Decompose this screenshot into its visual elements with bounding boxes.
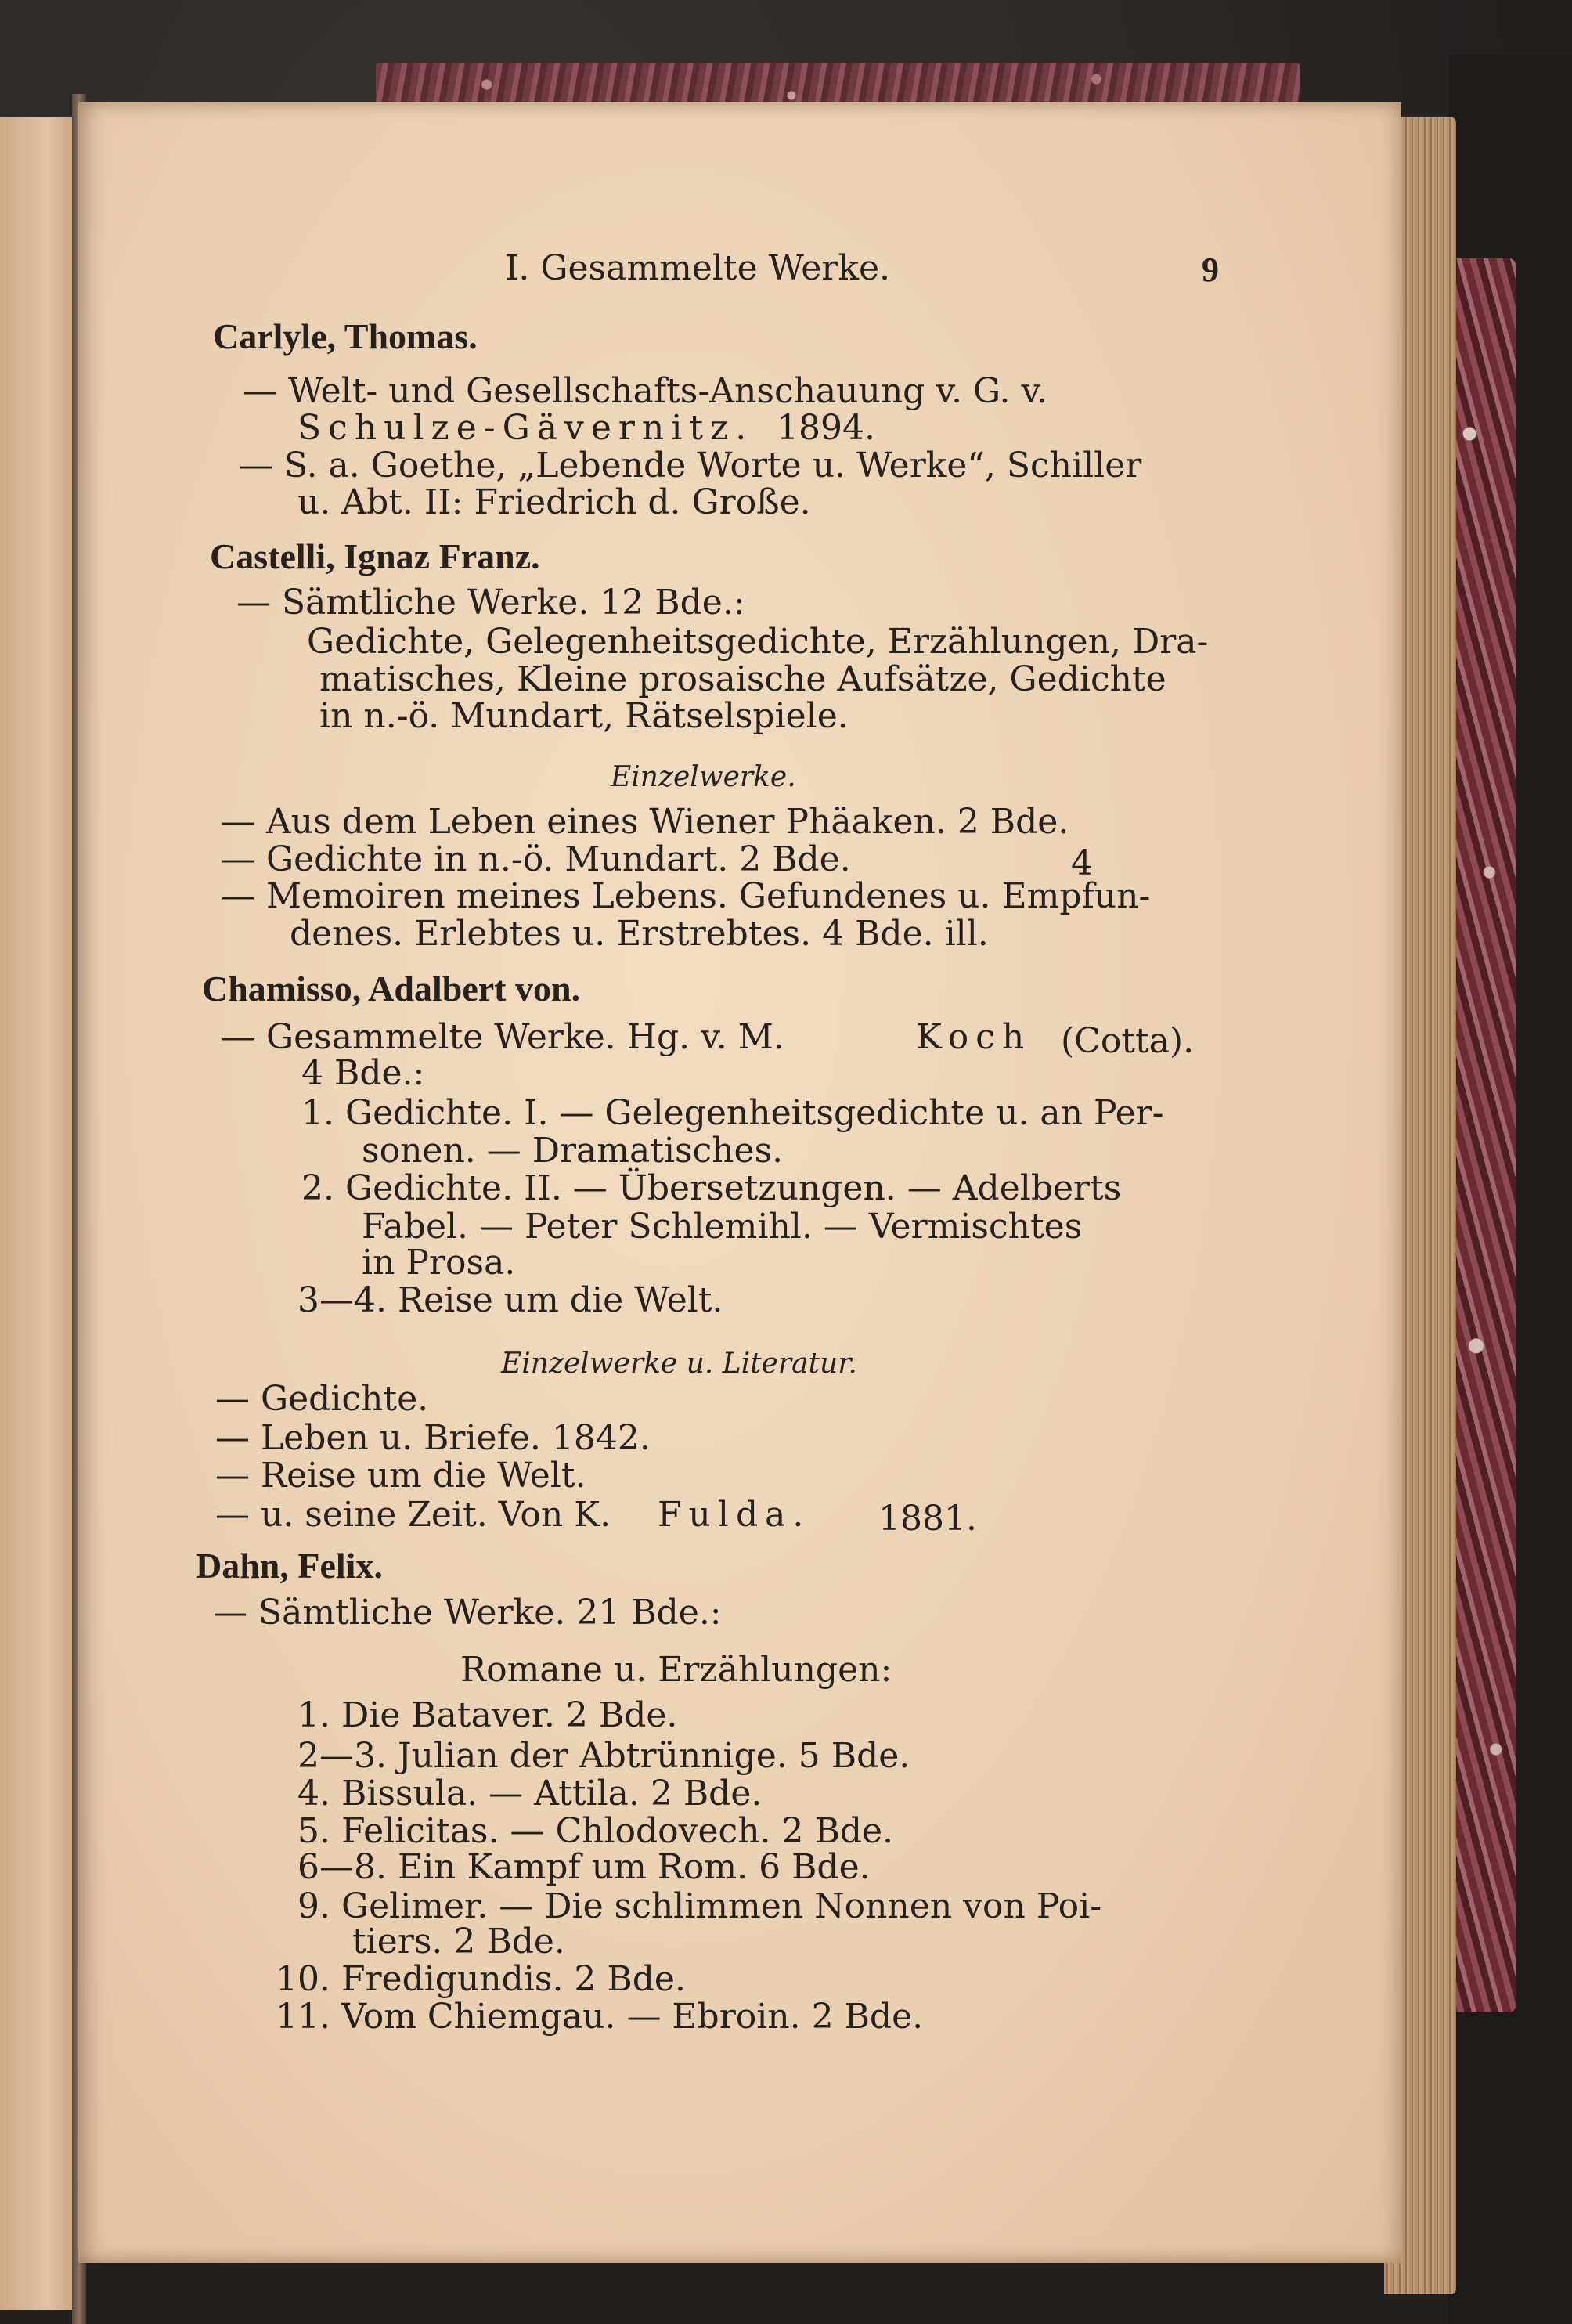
- entry-heading-castelli: Castelli, Ignaz Franz.: [210, 536, 540, 576]
- volume-line: Fabel. — Peter Schlemihl. — Vermischtes: [362, 1207, 1083, 1247]
- volume-line: 4. Bissula. — Attila. 2 Bde.: [297, 1774, 763, 1813]
- entry-line: — u. seine Zeit. Von K.: [215, 1495, 611, 1535]
- entry-line: — Sämtliche Werke. 21 Bde.:: [213, 1593, 722, 1633]
- volume-line: 10. Fredigundis. 2 Bde.: [276, 1959, 686, 1999]
- entry-line: — Gedichte in n.-ö. Mundart. 2 Bde.: [221, 839, 851, 879]
- entry-line: u. Abt. II: Friedrich d. Große.: [297, 482, 811, 522]
- volume-line: in Prosa.: [362, 1243, 516, 1283]
- page-number: 9: [1202, 251, 1219, 289]
- author-spaced: Schulze-Gävernitz.: [297, 408, 754, 448]
- subheading-romane: Romane u. Erzählungen:: [460, 1650, 892, 1690]
- entry-heading-carlyle: Carlyle, Thomas.: [213, 316, 478, 356]
- entry-heading-chamisso: Chamisso, Adalbert von.: [202, 969, 581, 1009]
- volume-line: 1. Gedichte. I. — Gelegenheitsgedichte u. an Per-: [301, 1093, 1164, 1133]
- volume-line: 1. Die Bataver. 2 Bde.: [297, 1695, 678, 1735]
- entry-line: — S. a. Goethe, „Lebende Worte u. Werke“, Schiller: [239, 446, 1142, 485]
- entry-line: — Reise um die Welt.: [215, 1456, 586, 1496]
- entry-year: 1881.: [878, 1499, 977, 1539]
- entry-line: — Welt- und Gesellschafts-Anschauung v. G. v.: [243, 371, 1048, 411]
- author-spaced: Koch: [916, 1017, 1032, 1057]
- volume-line: 5. Felicitas. — Chlodovech. 2 Bde.: [297, 1811, 894, 1851]
- entry-line: denes. Erlebtes u. Erstrebtes. 4 Bde. ill.: [290, 914, 989, 954]
- entry-line: — Leben u. Briefe. 1842.: [215, 1418, 651, 1458]
- entry-heading-dahn: Dahn, Felix.: [196, 1546, 383, 1586]
- entry-line: — Sämtliche Werke. 12 Bde.:: [236, 583, 745, 622]
- entry-line: (Cotta).: [1061, 1021, 1195, 1061]
- volume-line: tiers. 2 Bde.: [352, 1922, 565, 1961]
- entry-line: — Gesammelte Werke. Hg. v. M.: [221, 1017, 784, 1057]
- entry-line: — Memoiren meines Lebens. Gefundenes u. Empfun-: [221, 876, 1151, 916]
- volume-line: 3—4. Reise um die Welt.: [297, 1280, 723, 1320]
- volume-line: sonen. — Dramatisches.: [362, 1131, 784, 1171]
- entry-line: in n.-ö. Mundart, Rätselspiele.: [319, 696, 849, 736]
- volume-line: 9. Gelimer. — Die schlimmen Nonnen von Poi-: [297, 1886, 1102, 1926]
- volume-line: 11. Vom Chiemgau. — Ebroin. 2 Bde.: [276, 1997, 924, 2037]
- subheading-einzelwerke-literatur: Einzelwerke u. Literatur.: [501, 1348, 857, 1380]
- author-spaced: Fulda.: [658, 1495, 811, 1535]
- marginal-note: 4: [1071, 843, 1093, 883]
- volume-line: 2—3. Julian der Abtrünnige. 5 Bde.: [297, 1736, 910, 1776]
- volume-line: 6—8. Ein Kampf um Rom. 6 Bde.: [297, 1847, 871, 1887]
- entry-line: 4 Bde.:: [301, 1053, 425, 1093]
- entry-line: Gedichte, Gelegenheitsgedichte, Erzählungen, Dra-: [307, 622, 1209, 662]
- entry-line: matisches, Kleine prosaische Aufsätze, Gedichte: [319, 659, 1166, 699]
- entry-line: — Gedichte.: [215, 1379, 429, 1419]
- subheading-einzelwerke: Einzelwerke.: [611, 761, 796, 793]
- entry-year: 1894.: [777, 408, 875, 448]
- entry-line: — Aus dem Leben eines Wiener Phäaken. 2 Bde.: [221, 802, 1069, 842]
- running-header: I. Gesammelte Werke.: [505, 248, 891, 288]
- volume-line: 2. Gedichte. II. — Übersetzungen. — Adelberts: [301, 1168, 1122, 1208]
